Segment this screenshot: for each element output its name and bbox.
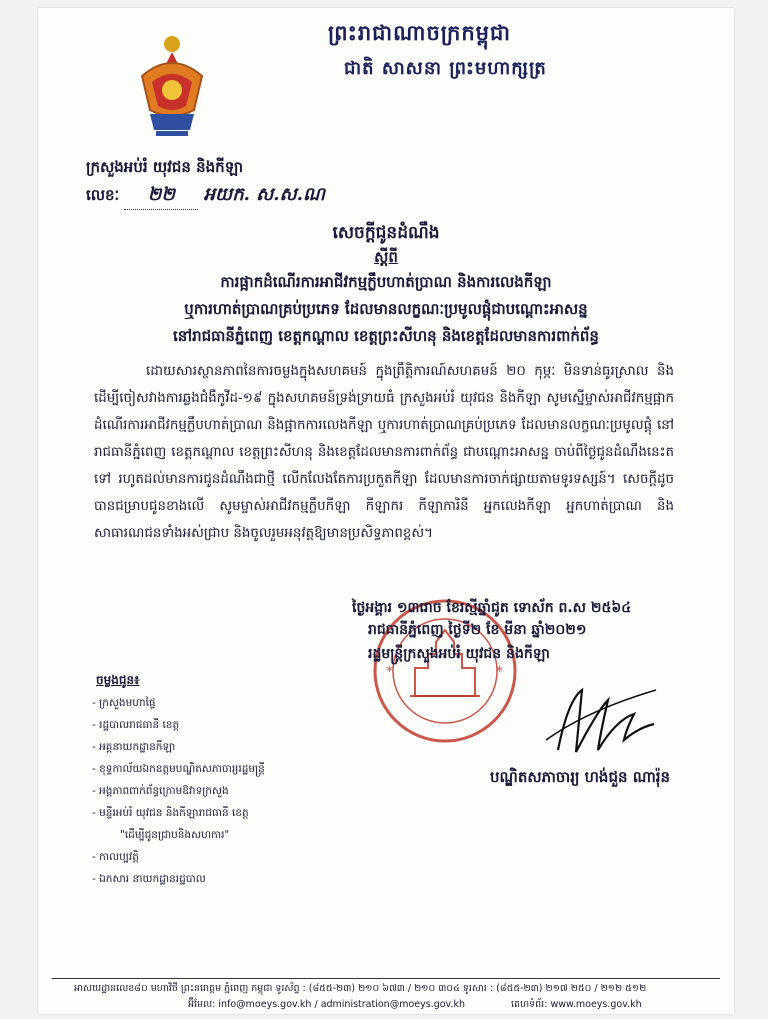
list-item: - ក្រសួងមហាផ្ទៃ bbox=[92, 692, 265, 714]
footer-divider bbox=[52, 978, 720, 979]
reference-line bbox=[86, 182, 325, 210]
subject-line: នៅរាជធានីភ្នំពេញ ខេត្តកណ្តាល ខេត្តព្រះសីហនុ និងខេត្តដែលមានការពាក់ព័ន្ធ bbox=[173, 327, 599, 345]
signature-icon bbox=[538, 680, 658, 760]
letter-page bbox=[38, 8, 734, 1014]
document-title: សេចក្តីជូនដំណឹង bbox=[332, 223, 440, 243]
ministry-emblem-icon bbox=[128, 32, 216, 140]
solar-date: រាជធានីភ្នំពេញ ថ្ងៃទី២ ខែ មីនា ឆ្នាំ២០២១ bbox=[368, 622, 587, 638]
national-motto: ជាតិ សាសនា ព្រះមហាក្សត្រ bbox=[344, 58, 547, 79]
svg-text:*: * bbox=[496, 664, 503, 680]
email-label: អ៊ីមែល: bbox=[188, 999, 216, 1010]
website-link[interactable]: www.moeys.gov.kh bbox=[550, 999, 642, 1010]
reference-label: លេខៈ bbox=[86, 186, 120, 204]
list-item: - ឯកសារ នាយកដ្ឋានរដ្ឋបាល bbox=[92, 868, 265, 890]
list-item: - មន្ទីរអប់រំ យុវជន និងកីឡារាជធានី ខេត្ត bbox=[92, 802, 265, 824]
recipients-list bbox=[92, 692, 265, 890]
list-item: - អគ្គនាយកដ្ឋានកីឡា bbox=[92, 736, 265, 758]
list-item: - ខុទ្ទកាល័យឯកឧត្តមបណ្ឌិតសភាចារ្យរដ្ឋមន្ត្រី bbox=[92, 758, 265, 780]
list-item: "ដើម្បីជូនជ្រាបនិងសហការ" bbox=[120, 829, 230, 841]
footer-address: អាសយដ្ឋានលេខ៨០ មហាវិថី ព្រះនរោត្តម ភ្នំពេញ កម្ពុជា ទូរស័ព្ទ : (៨៥៥-២៣) ២១០ ៦៧៣ / ២១០ ៣០៤ ទូរសារ : (៨៥៥-២៣) ២១៧ ២៥០ / ២១២ ៥១២ bbox=[74, 983, 647, 994]
list-item: - រដ្ឋបាលរាជធានី ខេត្ត bbox=[92, 714, 265, 736]
kingdom-title: ព្រះរាជាណាចក្រកម្ពុជា bbox=[328, 20, 512, 45]
ministry-name: ក្រសួងអប់រំ យុវជន និងកីឡា bbox=[86, 158, 244, 176]
website-label: គេហទំព័រ: bbox=[511, 999, 548, 1010]
lunar-date: ថ្ងៃអង្គារ ១៣រោច ខែរស្មីឆ្នាំជូត ទោស័ក ព.ស ២៥៦៤ bbox=[352, 600, 632, 616]
announcement-body: ដោយសារស្ថានភាពនៃការចម្លងក្នុងសហគមន៍ ក្នុងព្រឹត្តិការណ៍សហគមន៍ ២០ កុម្ភៈ មិនទាន់ធូរស្រាល និងដើម្បីចៀសវាងការឆ្លងជំងឺកូវីដ-១៩ ក្នុងសហគមន៍ទ្រង់ទ្រាយធំ ក្រសួងអប់រំ យុវជន និងកីឡា សូមស្នើម្ចាស់អាជីវកម្មផ្អាកដំណើរការអាជីវកម្មក្លឹបហាត់ប្រាណ និងផ្អាកការលេងកីឡា ឬការហាត់ប្រាណគ្រប់ប្រភេទ ដែលមានលក្ខណៈប្រមូលផ្តុំ នៅរាជធានីភ្នំពេញ ខេត្តកណ្តាល ខេត្តព្រះសីហនុ និងខេត្តដែលមានការពាក់ព័ន្ធ ជាបណ្តោះអាសន្ន ចាប់ពីថ្ងៃជូនដំណឹងនេះតទៅ រហូតដល់មានការជូនដំណឹងជាថ្មី លើកលែងតែការប្រកួតកីឡា ដែលមានការចាក់ផ្សាយតាមទូរទស្សន៍។ សេចក្តីដូចបានជម្រាបជូនខាងលើ សូមម្ចាស់អាជីវកម្មក្លឹបកីឡា កីឡាករ កីឡាការិនី អ្នកលេងកីឡា អ្នកហាត់ប្រាណ និងសាធារណជនទាំងអស់ជ្រាប និងចូលរួមអនុវត្តឱ្យមានប្រសិទ្ធភាពខ្ពស់។ bbox=[94, 364, 674, 541]
list-item: - អង្គភាពពាក់ព័ន្ធក្រោមឱវាទក្រសួង bbox=[92, 780, 265, 802]
recipients-title: ចម្លងជូន៖ bbox=[96, 673, 140, 687]
document-about: ស្តីពី bbox=[374, 248, 398, 266]
subject-line: ការផ្អាកដំណើរការអាជីវកម្មក្លឹបហាត់ប្រាណ និងការលេងកីឡា bbox=[220, 273, 552, 291]
subject-line: ឬការហាត់ប្រាណគ្រប់ប្រភេទ ដែលមានលក្ខណៈប្រមូលផ្តុំជាបណ្តោះអាសន្ន bbox=[184, 300, 588, 318]
footer-contacts bbox=[188, 998, 642, 1012]
signer-name: បណ្ឌិតសភាចារ្យ ហង់ជួន ណារ៉ុន bbox=[490, 768, 671, 786]
svg-text:*: * bbox=[386, 664, 393, 680]
reference-code: អយក. ស.ស.ណ bbox=[203, 184, 325, 205]
reference-number: ២២ bbox=[124, 182, 198, 210]
email-link[interactable]: info@moeys.gov.kh / administration@moeys.gov.kh bbox=[218, 999, 465, 1010]
list-item: - កាលប្បវត្តិ bbox=[92, 846, 265, 868]
signer-office: រដ្ឋមន្ត្រីក្រសួងអប់រំ យុវជន និងកីឡា bbox=[368, 646, 550, 662]
